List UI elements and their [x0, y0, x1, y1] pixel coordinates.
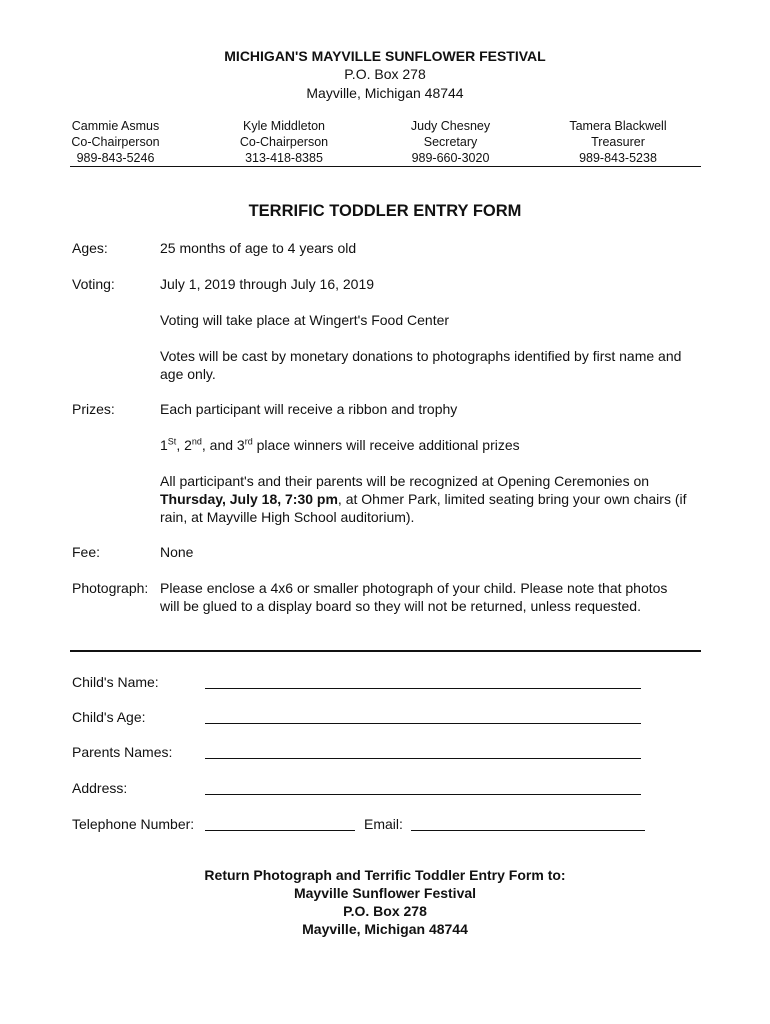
officer-role: Co-Chairperson — [239, 135, 329, 149]
ordinal-1-suffix: St — [167, 436, 177, 447]
fee-label: Fee: — [72, 544, 101, 560]
officer-phone: 989-660-3020 — [411, 151, 490, 165]
email-label: Email: — [364, 816, 403, 832]
child-name-field[interactable] — [205, 688, 641, 689]
voting-dates: July 1, 2019 through July 16, 2019 — [160, 276, 375, 292]
telephone-field[interactable] — [205, 830, 355, 831]
ages-label: Ages: — [72, 240, 108, 256]
photograph-label: Photograph: — [72, 580, 149, 596]
prizes-line-2-rest: place winners will receive additional prizes — [252, 437, 520, 453]
officer-name: Kyle Middleton — [243, 119, 325, 133]
officer-name: Tamera Blackwell — [569, 119, 667, 133]
telephone-label: Telephone Number: — [72, 816, 195, 832]
ordinal-1: 1 — [160, 437, 168, 453]
ordinal-2-suffix: nd — [191, 436, 202, 447]
officer-role: Secretary — [423, 135, 478, 149]
voting-method: Votes will be cast by monetary donations to photographs identified by first name and age only. — [160, 348, 682, 382]
return-city: Mayville, Michigan 48744 — [302, 921, 468, 937]
officer-2 — [234, 118, 334, 166]
return-pobox: P.O. Box 278 — [343, 903, 427, 919]
address-label: Address: — [72, 780, 128, 796]
voting-location: Voting will take place at Wingert's Food Center — [160, 312, 450, 328]
prizes-label: Prizes: — [72, 401, 115, 417]
prizes-line-2 — [160, 436, 705, 454]
officer-1 — [68, 118, 163, 166]
header-pobox: P.O. Box 278 — [344, 66, 426, 82]
officer-4 — [563, 118, 673, 166]
child-age-label: Child's Age: — [72, 709, 146, 725]
email-field[interactable] — [411, 830, 645, 831]
ages-value: 25 months of age to 4 years old — [160, 240, 357, 256]
prizes-line-3 — [160, 472, 705, 526]
organization-title: MICHIGAN'S MAYVILLE SUNFLOWER FESTIVAL — [224, 48, 546, 64]
child-age-field[interactable] — [205, 723, 641, 724]
ceremony-date: Thursday, July 18, 7:30 pm — [160, 491, 338, 507]
fee-value: None — [160, 544, 194, 560]
officer-role: Treasurer — [591, 135, 645, 149]
ordinal-3: , and 3 — [201, 437, 245, 453]
photograph-value: Please enclose a 4x6 or smaller photograph of your child. Please note that photos will be glued to a display board so they will not be returned, unless requested. — [160, 580, 668, 614]
prizes-line-1: Each participant will receive a ribbon and trophy — [160, 401, 458, 417]
address-field[interactable] — [205, 794, 641, 795]
return-instruction: Return Photograph and Terrific Toddler Entry Form to: — [204, 867, 566, 883]
header-divider — [70, 166, 701, 167]
ordinal-2: , 2 — [176, 437, 192, 453]
officer-role: Co-Chairperson — [71, 135, 160, 149]
voting-label: Voting: — [72, 276, 115, 292]
ordinal-3-suffix: rd — [244, 436, 253, 447]
officer-name: Cammie Asmus — [71, 119, 160, 133]
officer-3 — [403, 118, 498, 166]
return-address-block — [0, 866, 770, 938]
header-city: Mayville, Michigan 48744 — [306, 85, 464, 101]
return-org: Mayville Sunflower Festival — [293, 885, 477, 901]
officer-name: Judy Chesney — [410, 119, 491, 133]
form-divider — [70, 650, 701, 652]
ceremony-text-a: All participant's and their parents will be recognized at Opening Ceremonies on — [160, 473, 650, 489]
form-title: TERRIFIC TODDLER ENTRY FORM — [248, 202, 522, 220]
child-name-label: Child's Name: — [72, 674, 159, 690]
officer-phone: 989-843-5246 — [76, 151, 155, 165]
officer-phone: 989-843-5238 — [579, 151, 657, 165]
ceremony-text-b: , at Ohmer Park, limited seating bring your own chairs (if rain, at Mayville High School auditorium). — [160, 491, 687, 525]
parents-names-field[interactable] — [205, 758, 641, 759]
officer-phone: 313-418-8385 — [245, 151, 323, 165]
parents-names-label: Parents Names: — [72, 744, 173, 760]
